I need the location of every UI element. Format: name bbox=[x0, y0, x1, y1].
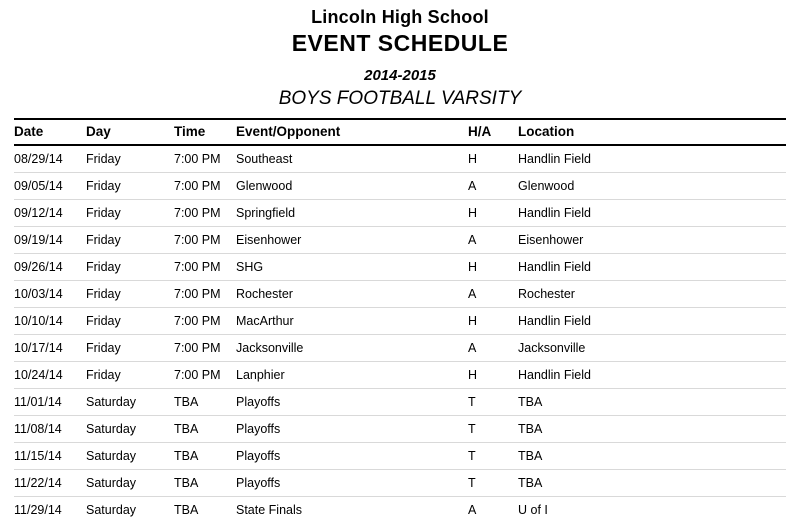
cell-day: Friday bbox=[86, 362, 174, 389]
cell-time: 7:00 PM bbox=[174, 227, 236, 254]
cell-location: TBA bbox=[518, 389, 786, 416]
cell-location: Handlin Field bbox=[518, 254, 786, 281]
cell-date: 08/29/14 bbox=[14, 145, 86, 173]
cell-event: Glenwood bbox=[236, 173, 468, 200]
column-header-date: Date bbox=[14, 120, 86, 145]
cell-location: Handlin Field bbox=[518, 308, 786, 335]
cell-date: 11/01/14 bbox=[14, 389, 86, 416]
cell-ha: T bbox=[468, 389, 518, 416]
cell-ha: A bbox=[468, 227, 518, 254]
cell-date: 11/08/14 bbox=[14, 416, 86, 443]
cell-ha: H bbox=[468, 200, 518, 227]
cell-location: TBA bbox=[518, 470, 786, 497]
cell-location: U of I bbox=[518, 497, 786, 523]
cell-date: 11/29/14 bbox=[14, 497, 86, 523]
cell-event: Playoffs bbox=[236, 443, 468, 470]
cell-date: 11/22/14 bbox=[14, 470, 86, 497]
cell-event: Lanphier bbox=[236, 362, 468, 389]
cell-time: 7:00 PM bbox=[174, 281, 236, 308]
cell-day: Saturday bbox=[86, 443, 174, 470]
cell-day: Saturday bbox=[86, 470, 174, 497]
cell-day: Friday bbox=[86, 254, 174, 281]
table-header-row bbox=[14, 120, 786, 145]
table-row bbox=[14, 145, 786, 173]
column-header-event: Event/Opponent bbox=[236, 120, 468, 145]
cell-time: 7:00 PM bbox=[174, 200, 236, 227]
table-row bbox=[14, 470, 786, 497]
table-row bbox=[14, 227, 786, 254]
cell-event: MacArthur bbox=[236, 308, 468, 335]
table-row bbox=[14, 362, 786, 389]
schedule-table bbox=[14, 120, 786, 523]
cell-ha: A bbox=[468, 173, 518, 200]
cell-event: SHG bbox=[236, 254, 468, 281]
table-row bbox=[14, 335, 786, 362]
table-header bbox=[14, 120, 786, 145]
cell-event: Springfield bbox=[236, 200, 468, 227]
cell-location: Eisenhower bbox=[518, 227, 786, 254]
cell-day: Friday bbox=[86, 200, 174, 227]
cell-day: Friday bbox=[86, 308, 174, 335]
cell-location: Rochester bbox=[518, 281, 786, 308]
cell-ha: H bbox=[468, 254, 518, 281]
table-row bbox=[14, 497, 786, 523]
cell-ha: T bbox=[468, 470, 518, 497]
cell-date: 10/24/14 bbox=[14, 362, 86, 389]
cell-time: TBA bbox=[174, 470, 236, 497]
cell-location: Jacksonville bbox=[518, 335, 786, 362]
cell-date: 10/10/14 bbox=[14, 308, 86, 335]
season-label: 2014-2015 bbox=[14, 66, 786, 86]
cell-location: Glenwood bbox=[518, 173, 786, 200]
cell-time: 7:00 PM bbox=[174, 362, 236, 389]
cell-time: 7:00 PM bbox=[174, 145, 236, 173]
cell-ha: T bbox=[468, 416, 518, 443]
cell-day: Friday bbox=[86, 335, 174, 362]
column-header-ha: H/A bbox=[468, 120, 518, 145]
cell-ha: A bbox=[468, 335, 518, 362]
column-header-location: Location bbox=[518, 120, 786, 145]
cell-time: TBA bbox=[174, 416, 236, 443]
cell-day: Saturday bbox=[86, 389, 174, 416]
cell-location: Handlin Field bbox=[518, 145, 786, 173]
cell-time: 7:00 PM bbox=[174, 173, 236, 200]
cell-date: 09/19/14 bbox=[14, 227, 86, 254]
cell-event: Rochester bbox=[236, 281, 468, 308]
cell-event: Jacksonville bbox=[236, 335, 468, 362]
cell-ha: H bbox=[468, 308, 518, 335]
cell-event: State Finals bbox=[236, 497, 468, 523]
cell-location: TBA bbox=[518, 416, 786, 443]
document-header bbox=[14, 0, 786, 111]
cell-day: Friday bbox=[86, 227, 174, 254]
cell-location: TBA bbox=[518, 443, 786, 470]
cell-time: TBA bbox=[174, 443, 236, 470]
cell-date: 09/05/14 bbox=[14, 173, 86, 200]
table-body bbox=[14, 145, 786, 523]
table-row bbox=[14, 281, 786, 308]
cell-event: Playoffs bbox=[236, 470, 468, 497]
team-label: BOYS FOOTBALL VARSITY bbox=[14, 87, 786, 111]
cell-ha: H bbox=[468, 362, 518, 389]
cell-ha: T bbox=[468, 443, 518, 470]
cell-date: 09/26/14 bbox=[14, 254, 86, 281]
cell-time: 7:00 PM bbox=[174, 308, 236, 335]
table-row bbox=[14, 416, 786, 443]
cell-time: 7:00 PM bbox=[174, 254, 236, 281]
cell-event: Playoffs bbox=[236, 416, 468, 443]
cell-day: Saturday bbox=[86, 416, 174, 443]
cell-event: Southeast bbox=[236, 145, 468, 173]
table-row bbox=[14, 443, 786, 470]
cell-day: Friday bbox=[86, 145, 174, 173]
cell-day: Saturday bbox=[86, 497, 174, 523]
column-header-day: Day bbox=[86, 120, 174, 145]
cell-ha: A bbox=[468, 497, 518, 523]
cell-event: Eisenhower bbox=[236, 227, 468, 254]
school-name: Lincoln High School bbox=[14, 6, 786, 28]
cell-time: TBA bbox=[174, 497, 236, 523]
cell-date: 09/12/14 bbox=[14, 200, 86, 227]
cell-time: 7:00 PM bbox=[174, 335, 236, 362]
cell-location: Handlin Field bbox=[518, 200, 786, 227]
table-row bbox=[14, 173, 786, 200]
cell-event: Playoffs bbox=[236, 389, 468, 416]
table-row bbox=[14, 389, 786, 416]
table-row bbox=[14, 308, 786, 335]
table-row bbox=[14, 200, 786, 227]
cell-time: TBA bbox=[174, 389, 236, 416]
column-header-time: Time bbox=[174, 120, 236, 145]
cell-day: Friday bbox=[86, 281, 174, 308]
table-row bbox=[14, 254, 786, 281]
cell-ha: A bbox=[468, 281, 518, 308]
cell-ha: H bbox=[468, 145, 518, 173]
cell-date: 10/17/14 bbox=[14, 335, 86, 362]
cell-location: Handlin Field bbox=[518, 362, 786, 389]
cell-day: Friday bbox=[86, 173, 174, 200]
page-title: EVENT SCHEDULE bbox=[14, 29, 786, 57]
cell-date: 10/03/14 bbox=[14, 281, 86, 308]
cell-date: 11/15/14 bbox=[14, 443, 86, 470]
